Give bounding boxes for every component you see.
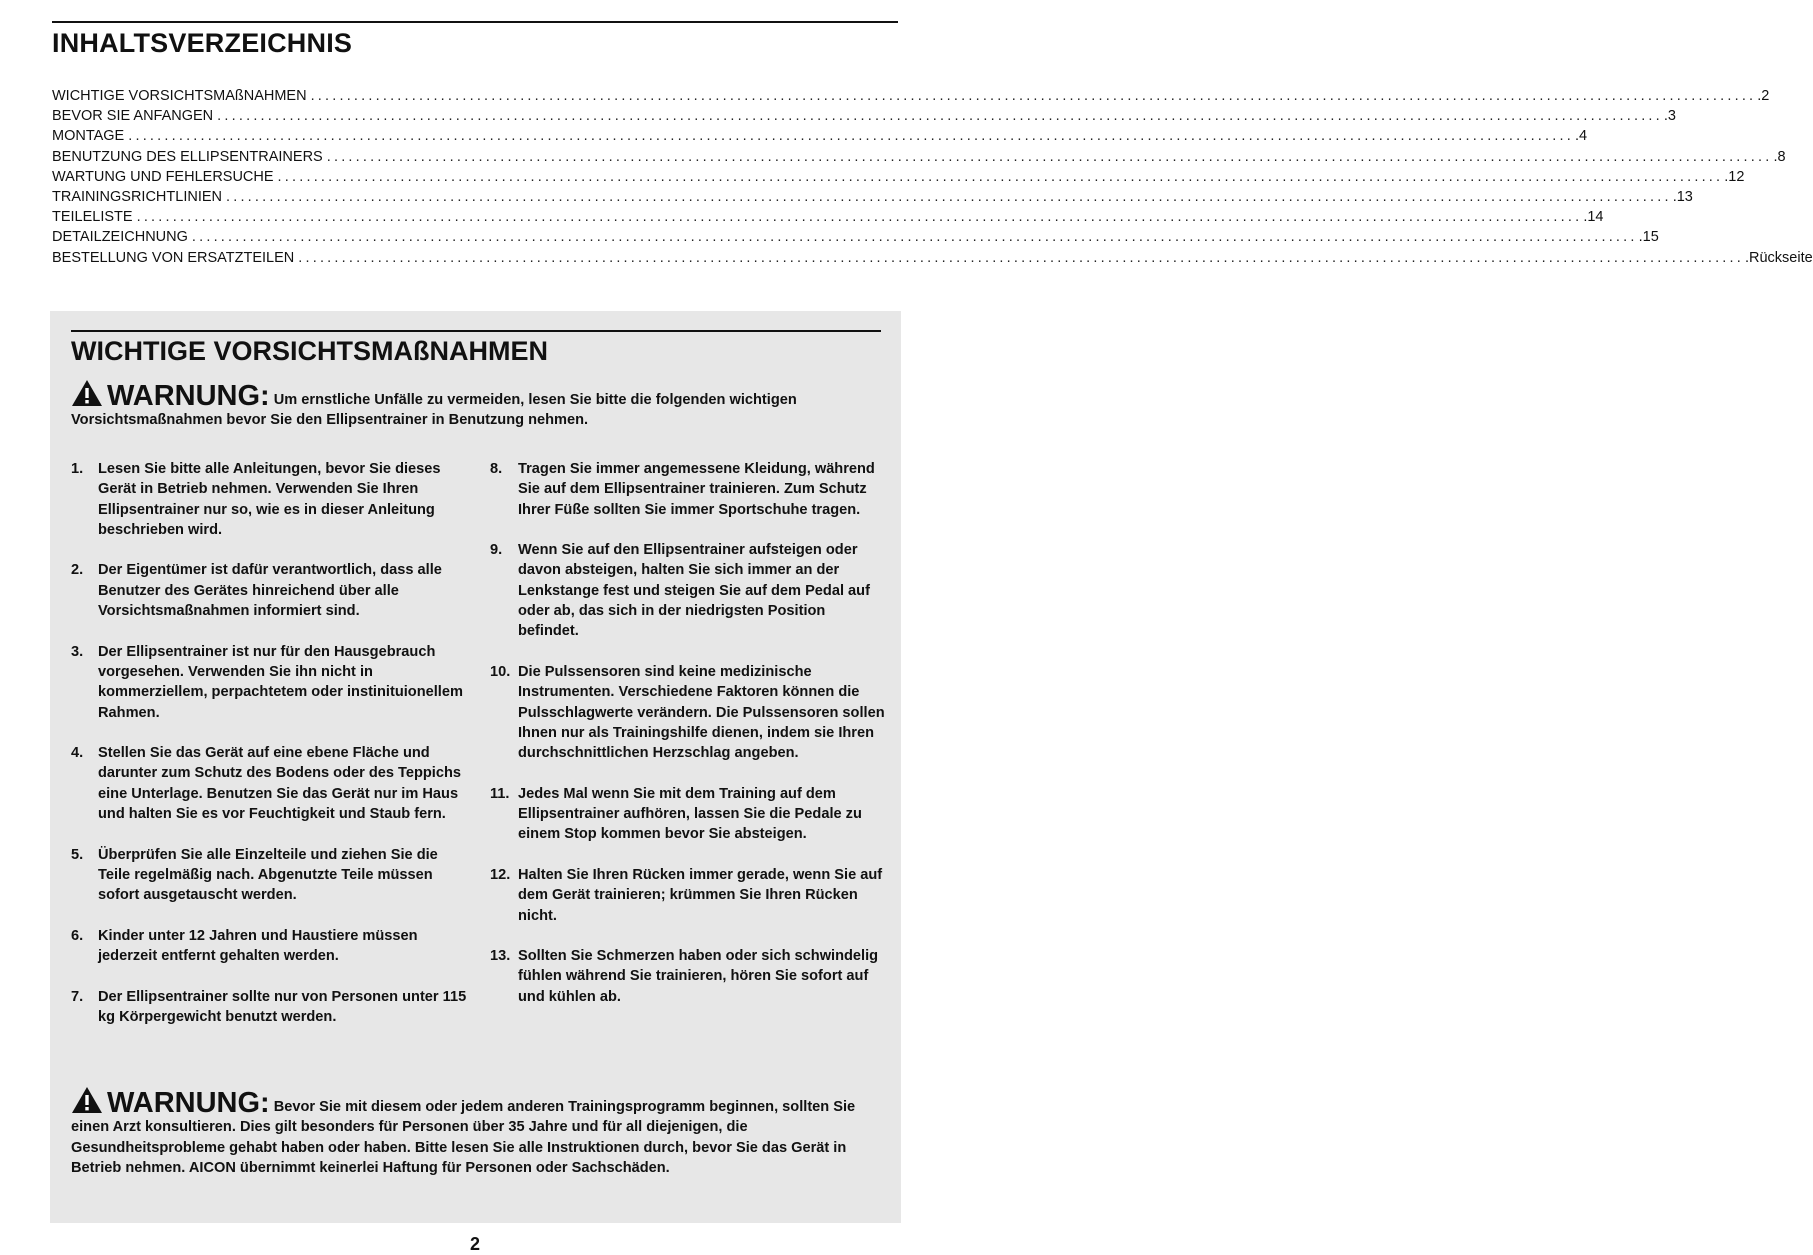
toc-entry[interactable] [52, 209, 1604, 229]
list-item-number: 8. [490, 461, 503, 477]
list-item-number: 6. [71, 927, 84, 944]
list-item-text: Jedes Mal wenn Sie mit dem Training auf dem Ellipsentrainer aufhören, lassen Sie die Pedale zu einem Stop kommen bevor Sie absteigen. [518, 785, 862, 843]
list-item [490, 865, 890, 926]
list-item [490, 459, 890, 520]
toc-entry-page: .12 [1724, 168, 1745, 185]
toc-entry[interactable] [52, 188, 1693, 209]
list-item-number: 12. [490, 866, 511, 883]
toc-entry[interactable] [52, 229, 1659, 249]
toc-leader-dots: ........................................................................................................................................................................................................ [310, 88, 1757, 104]
page-number: 2 [469, 1234, 480, 1254]
list-item-text: Sollten Sie Schmerzen haben oder sich schwindelig fühlen während Sie trainieren, hören Sie sofort auf und kühlen ab. [518, 948, 879, 1005]
list-item-text: Die Pulssensoren sind keine medizinische Instrumenten. Verschiedene Faktoren können die Pulsschlagwerte verändern. Die Pulssensoren sollen Ihnen nur als Trainingshilfe dienen, indem sie Ihren durchschnittlichen Herzschlag angeben. [518, 663, 885, 762]
toc-leader-dots: ........................................................................................................................................................................................................ [136, 209, 1583, 226]
list-item-number: 4. [71, 745, 84, 762]
toc-entry-page: .15 [1638, 229, 1659, 246]
list-item [490, 946, 890, 1007]
toc-entry[interactable] [52, 128, 1588, 148]
warning-text: Bevor Sie mit diesem oder jedem anderen Trainingsprogramm beginnen, sollten Sie einen Arzt konsultieren. Dies gilt besonders für Personen über 35 Jahre und für all diejenigen, die Gesundheitsprobleme gehabt haben oder haben. Bitte lesen Sie alle Instruktionen durch, bevor Sie das Gerät in Betrieb nehmen. AICON übernimmt keinerlei Haftung für Personen oder Sachschäden. [71, 1099, 856, 1177]
list-item-number: 13. [490, 948, 511, 965]
toc-entry[interactable] [52, 88, 1770, 108]
warning-intro [71, 379, 886, 431]
toc-entry[interactable] [52, 168, 1745, 189]
toc-title: INHALTSVERZEICHNIS [52, 28, 353, 58]
list-item-number: 3. [71, 643, 84, 660]
list-item-text: Der Eigentümer ist dafür verantwortlich, dass alle Benutzer des Gerätes hinreichend über alle Vorsichtsmaßnahmen informiert sind. [98, 562, 442, 620]
toc-entry-label: BESTELLUNG VON ERSATZTEILEN [52, 250, 298, 266]
list-item-number: 11. [490, 785, 510, 802]
list-item [490, 784, 890, 845]
toc-entry[interactable] [52, 148, 1786, 169]
warning-triangle-icon [71, 1086, 103, 1114]
toc-leader-dots: ........................................................................................................................................................................................................ [128, 128, 1574, 145]
list-item [71, 560, 471, 621]
list-item-text: Überprüfen Sie alle Einzelteile und ziehen Sie die Teile regelmäßig nach. Abgenutzte Teile müssen sofort ausgetauscht werden. [98, 846, 438, 904]
list-item [490, 540, 890, 641]
section-rule [71, 330, 881, 332]
list-item-number: 9. [490, 542, 503, 559]
toc-entry-label: MONTAGE [52, 128, 128, 144]
list-item [71, 743, 471, 824]
list-item [71, 987, 471, 1028]
list-item-text: Tragen Sie immer angemessene Kleidung, während Sie auf dem Ellipsentrainer trainieren. Zum Schutz Ihrer Füße sollten Sie immer Sportschuhe tragen. [518, 461, 875, 518]
toc-entry-label: DETAILZEICHNUNG [52, 229, 192, 245]
list-item [490, 662, 890, 763]
warning-heading: WARNUNG: [107, 1087, 270, 1119]
list-item [71, 642, 471, 723]
toc-entry-label: WICHTIGE VORSICHTSMAßNAHMEN [52, 88, 311, 104]
list-item-number: 5. [71, 846, 84, 863]
warning-medical [71, 1086, 886, 1179]
toc-entry[interactable] [52, 249, 1813, 270]
list-item-text: Der Ellipsentrainer ist nur für den Hausgebrauch vorgesehen. Verwenden Sie ihn nicht in kommerziellem, perpachtetem oder instinituionellem Rahmen. [98, 643, 463, 721]
toc-leader-dots: ........................................................................................................................................................................................................ [226, 188, 1672, 205]
toc-entry[interactable] [52, 108, 1676, 128]
toc-entry-page: .8 [1773, 148, 1786, 165]
toc-leader-dots: ........................................................................................................................................................................................................ [277, 168, 1724, 185]
list-item-text: Halten Sie Ihren Rücken immer gerade, wenn Sie auf dem Gerät trainieren; krümmen Sie Ihren Rücken nicht. [518, 866, 883, 924]
toc-entry-page: .2 [1757, 88, 1770, 104]
precautions-list-left [71, 459, 471, 1048]
toc-entry-page: .13 [1672, 188, 1693, 205]
list-item-number: 2. [71, 562, 84, 579]
toc-entry-page: .3 [1663, 108, 1676, 125]
toc-leader-dots: ........................................................................................................................................................................................................ [326, 148, 1773, 165]
list-item-text: Kinder unter 12 Jahren und Haustiere müssen jederzeit entfernt gehalten werden. [98, 927, 418, 965]
list-item-number: 10. [490, 663, 511, 680]
section-title: WICHTIGE VORSICHTSMAßNAHMEN [71, 336, 548, 366]
list-item-number: 7. [71, 988, 84, 1005]
toc-entry-label: TRAININGSRICHTLINIEN [52, 189, 226, 205]
toc-entry-label: WARTUNG UND FEHLERSUCHE [52, 169, 278, 185]
list-item-text: Wenn Sie auf den Ellipsentrainer aufsteigen oder davon absteigen, halten Sie sich immer an der Lenkstange fest und steigen Sie auf dem Pedal auf oder ab, das sich in der niedrigsten Position befindet. [518, 542, 870, 640]
toc-leader-dots: ........................................................................................................................................................................................................ [191, 229, 1638, 246]
warning-text: Um ernstliche Unfälle zu vermeiden, lesen Sie bitte die folgenden wichtigen Vorsichtsmaßnahmen bevor Sie den Ellipsentrainer in Benutzung nehmen. [71, 392, 797, 429]
toc-entry-label: BENUTZUNG DES ELLIPSENTRAINERS [52, 149, 327, 165]
list-item [71, 459, 471, 540]
toc-entry-page: .14 [1583, 209, 1604, 226]
warning-heading: WARNUNG: [107, 380, 270, 412]
list-item [71, 845, 471, 906]
warning-triangle-icon [71, 379, 103, 407]
toc-entry-label: BEVOR SIE ANFANGEN [52, 108, 217, 124]
toc-leader-dots: ........................................................................................................................................................................................................ [217, 108, 1663, 125]
toc-entry-page: .Rückseite [1744, 249, 1813, 266]
list-item-text: Lesen Sie bitte alle Anleitungen, bevor Sie dieses Gerät in Betrieb nehmen. Verwenden Sie Ihren Ellipsentrainer nur so, wie es in dieser Anleitung beschrieben wird. [98, 461, 441, 538]
list-item-text: Der Ellipsentrainer sollte nur von Personen unter 115 kg Körpergewicht benutzt werden. [98, 988, 467, 1026]
precautions-list-right [490, 459, 890, 1027]
toc-entry-page: .4 [1574, 128, 1588, 145]
table-of-contents [52, 88, 1813, 270]
list-item-text: Stellen Sie das Gerät auf eine ebene Fläche und darunter zum Schutz des Bodens oder des Teppichs eine Unterlage. Benutzen Sie das Gerät nur im Haus und halten Sie es vor Feuchtigkeit und Staub fern. [98, 745, 462, 823]
toc-entry-label: TEILELISTE [52, 209, 137, 225]
toc-leader-dots: ........................................................................................................................................................................................................ [298, 249, 1744, 266]
top-rule [52, 21, 898, 23]
list-item-number: 1. [71, 461, 84, 477]
list-item [71, 926, 471, 967]
